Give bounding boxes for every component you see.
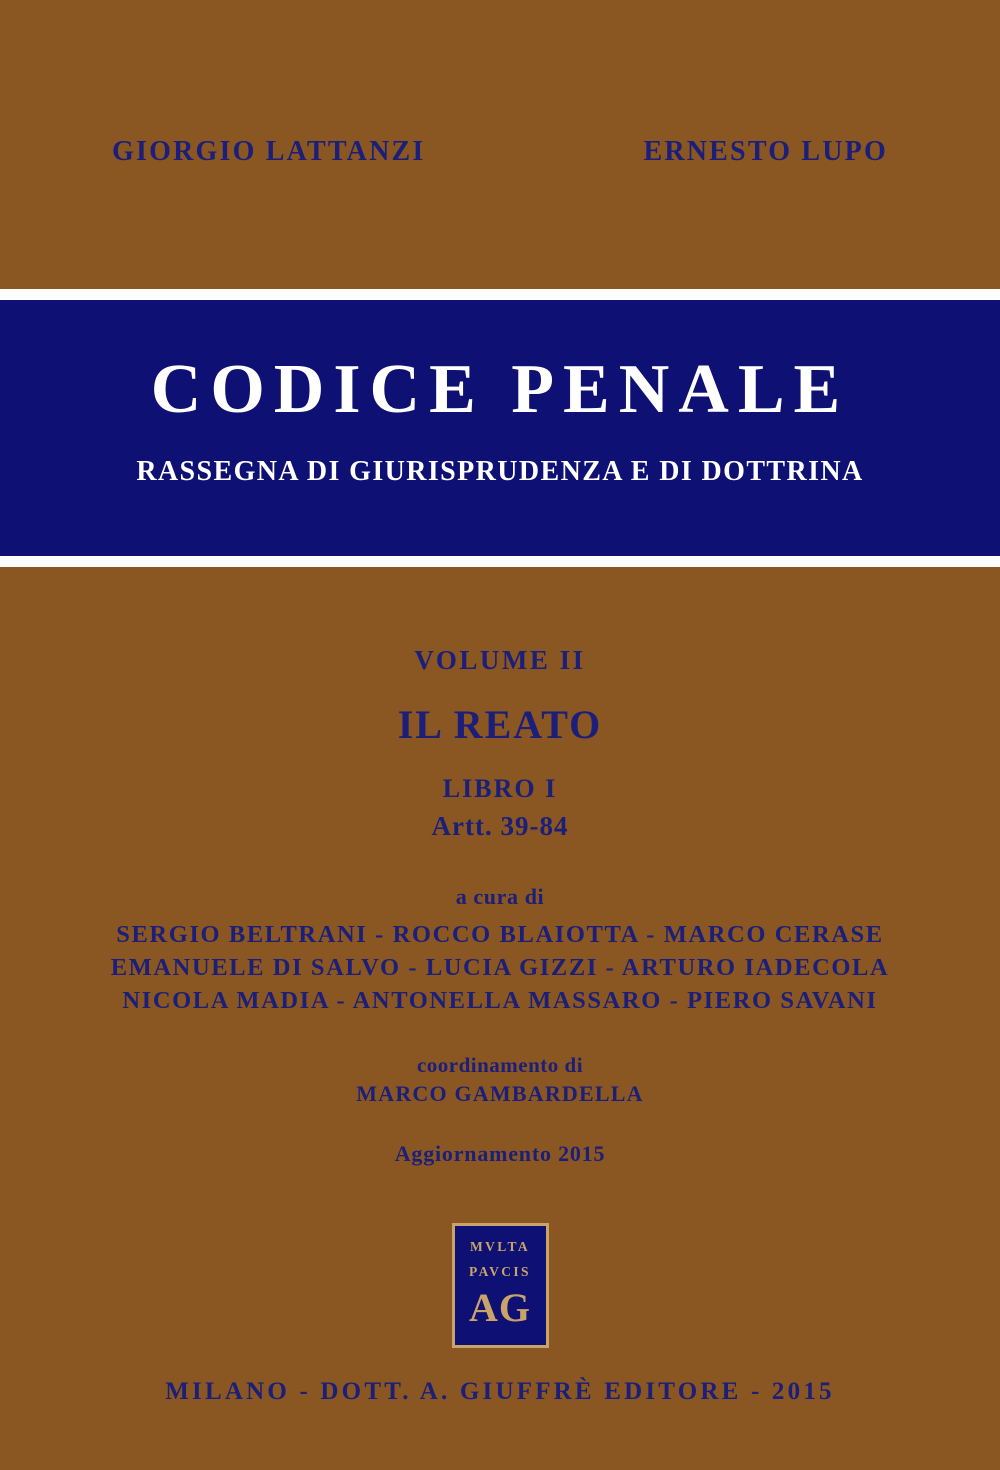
publisher-imprint: MILANO - DOTT. A. GIUFFRÈ EDITORE - 2015: [165, 1378, 835, 1406]
update-year: Aggiornamento 2015: [394, 1141, 606, 1167]
coordinator-name: MARCO GAMBARDELLA: [356, 1081, 644, 1107]
logo-motto-line-1: MVLTA: [469, 1239, 530, 1255]
edited-by-label: a cura di: [455, 884, 545, 909]
logo-monogram: AG: [469, 1285, 531, 1331]
publisher-logo-icon: [452, 1223, 549, 1348]
authors-band: [0, 0, 1000, 289]
page-title: CODICE PENALE: [150, 351, 850, 428]
divider-bottom: [0, 556, 1000, 567]
cover-lower-section: [0, 567, 1000, 1470]
page-subtitle: RASSEGNA DI GIURISPRUDENZA E DI DOTTRINA: [136, 456, 864, 487]
volume-number: VOLUME II: [414, 645, 586, 675]
logo-motto-line-2: PAVCIS: [469, 1264, 531, 1280]
editors-line-1: SERGIO BELTRANI - ROCCO BLAIOTTA - MARCO CERASE: [116, 921, 884, 948]
author-name-2: ERNESTO LUPO: [643, 136, 888, 167]
editors-line-3: NICOLA MADIA - ANTONELLA MASSARO - PIERO SAVANI: [122, 987, 878, 1015]
coordination-label: coordinamento di: [416, 1053, 584, 1078]
article-range: Artt. 39-84: [431, 811, 569, 841]
title-band: [0, 300, 1000, 556]
divider-top: [0, 289, 1000, 300]
publisher-logo-wrap: [0, 1223, 1000, 1348]
book-number: LIBRO I: [442, 774, 558, 803]
author-name-1: GIORGIO LATTANZI: [112, 136, 426, 167]
editors-line-2: EMANUELE DI SALVO - LUCIA GIZZI - ARTURO IADECOLA: [110, 954, 890, 982]
authors-row: [0, 136, 1000, 168]
editors-list: [0, 918, 1000, 1017]
volume-title: IL REATO: [397, 702, 603, 747]
